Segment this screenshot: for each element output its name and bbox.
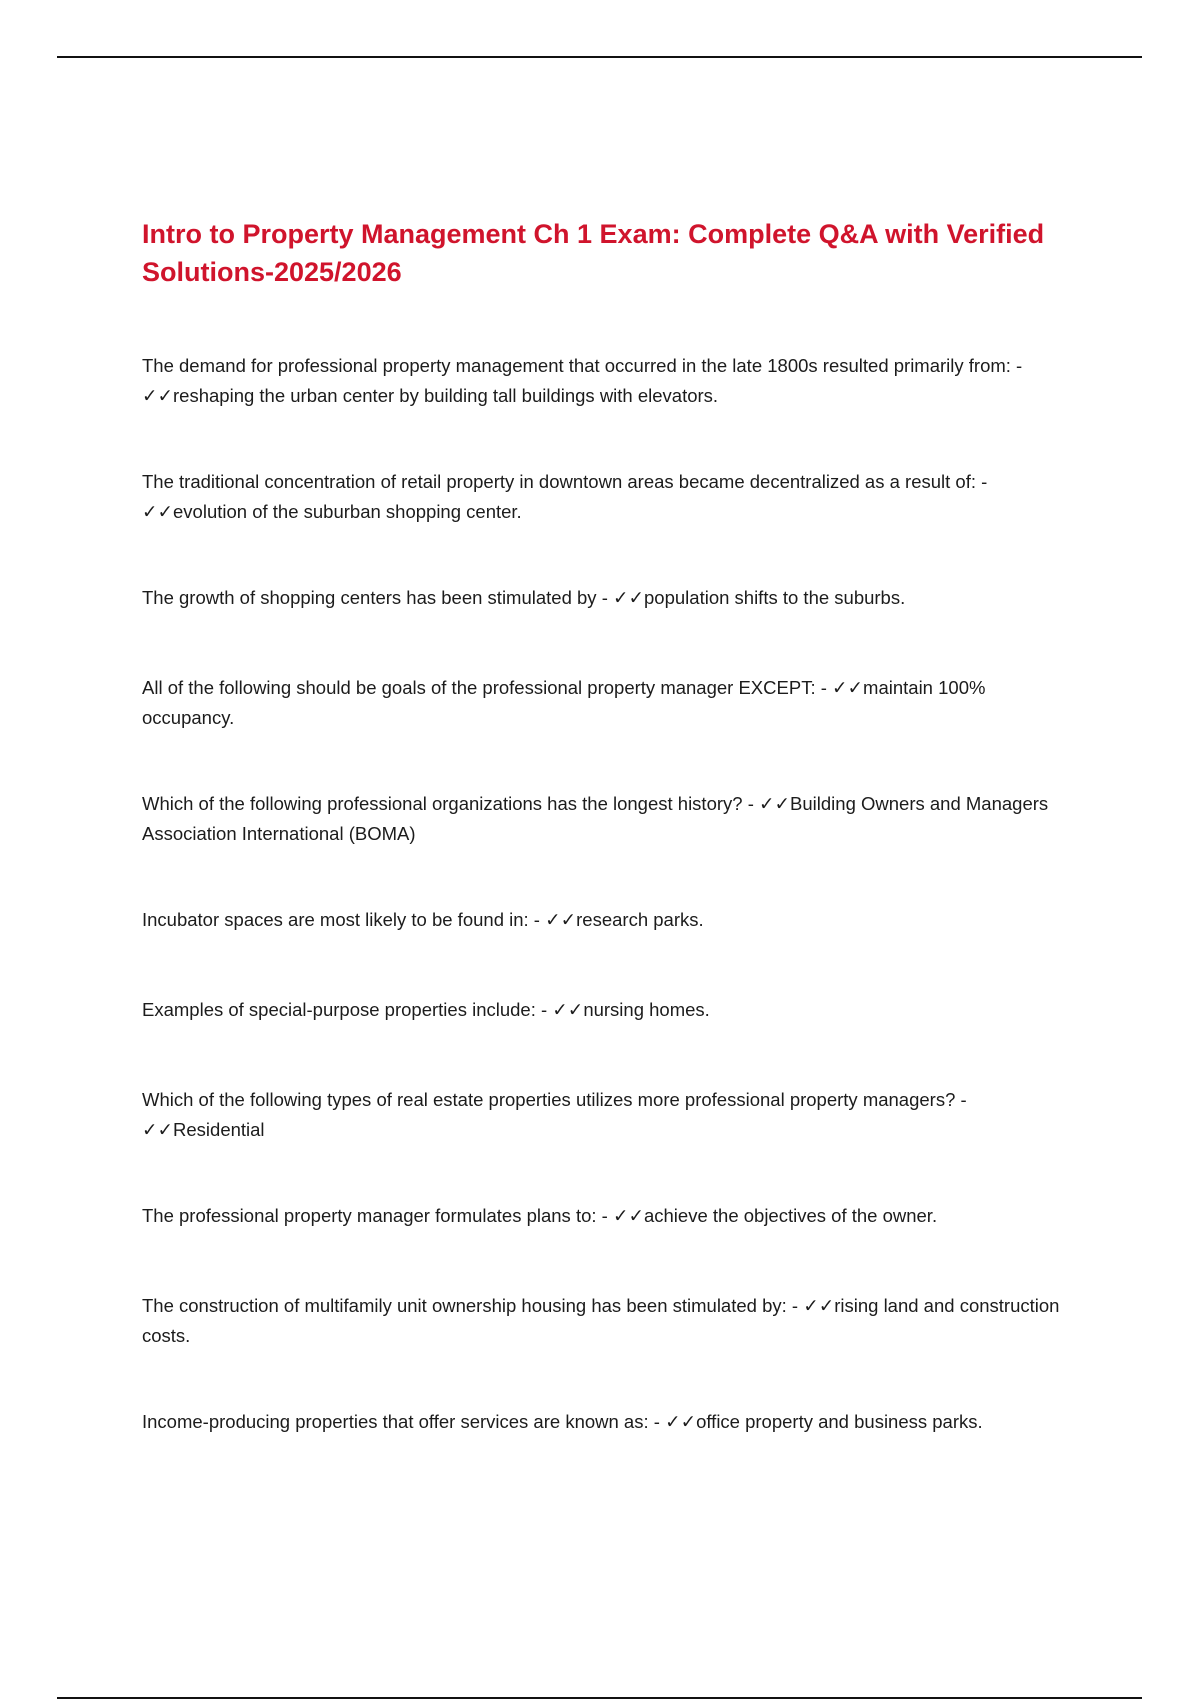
check-icon: ✓✓ — [613, 587, 645, 608]
check-icon: ✓✓ — [759, 793, 791, 814]
qa-item-3 — [142, 583, 1072, 613]
qa-item-1 — [142, 351, 1072, 411]
question-text: The construction of multifamily unit ownership housing has been stimulated by: - — [142, 1295, 799, 1316]
check-icon: ✓✓ — [142, 385, 174, 406]
check-icon: ✓✓ — [142, 501, 174, 522]
document-body — [142, 215, 1072, 1437]
answer-text: Building Owners and Managers Association International (BOMA) — [142, 793, 1049, 844]
qa-item-6 — [142, 905, 1072, 935]
question-text: Examples of special-purpose properties include: - — [142, 999, 548, 1020]
check-icon: ✓✓ — [832, 677, 864, 698]
question-text: Which of the following professional organizations has the longest history? - — [142, 793, 754, 814]
qa-item-9 — [142, 1201, 1072, 1231]
check-icon: ✓✓ — [665, 1411, 697, 1432]
top-rule — [57, 56, 1142, 58]
question-text: The traditional concentration of retail property in downtown areas became decentralized as a result of: - — [142, 471, 988, 492]
answer-text: maintain 100% occupancy. — [142, 677, 986, 728]
answer-text: evolution of the suburban shopping center. — [173, 501, 522, 522]
check-icon: ✓✓ — [142, 1119, 174, 1140]
qa-item-7 — [142, 995, 1072, 1025]
question-text: All of the following should be goals of the professional property manager EXCEPT: - — [142, 677, 827, 698]
bottom-rule — [57, 1697, 1142, 1699]
answer-text: Residential — [173, 1119, 265, 1140]
check-icon: ✓✓ — [545, 909, 577, 930]
document-title: Intro to Property Management Ch 1 Exam: Complete Q&A with Verified Solutions-2025/2026 — [142, 219, 1045, 287]
answer-text: nursing homes. — [583, 999, 710, 1020]
qa-item-4 — [142, 673, 1072, 733]
question-text: The demand for professional property management that occurred in the late 1800s resulted primarily from: - — [142, 355, 1023, 376]
qa-item-2 — [142, 467, 1072, 527]
answer-text: rising land and construction costs. — [142, 1295, 1060, 1346]
qa-item-8 — [142, 1085, 1072, 1145]
answer-text: population shifts to the suburbs. — [644, 587, 906, 608]
answer-text: research parks. — [576, 909, 704, 930]
question-text: Which of the following types of real estate properties utilizes more professional property managers? - — [142, 1089, 967, 1110]
check-icon: ✓✓ — [803, 1295, 835, 1316]
question-text: Income-producing properties that offer services are known as: - — [142, 1411, 660, 1432]
question-text: Incubator spaces are most likely to be found in: - — [142, 909, 540, 930]
qa-item-11 — [142, 1407, 1072, 1437]
check-icon: ✓✓ — [552, 999, 584, 1020]
question-text: The professional property manager formulates plans to: - — [142, 1205, 608, 1226]
qa-item-5 — [142, 789, 1072, 849]
qa-item-10 — [142, 1291, 1072, 1351]
check-icon: ✓✓ — [612, 1205, 644, 1226]
answer-text: office property and business parks. — [696, 1411, 983, 1432]
question-text: The growth of shopping centers has been stimulated by - — [142, 587, 608, 608]
answer-text: reshaping the urban center by building tall buildings with elevators. — [173, 385, 719, 406]
answer-text: achieve the objectives of the owner. — [643, 1205, 938, 1226]
